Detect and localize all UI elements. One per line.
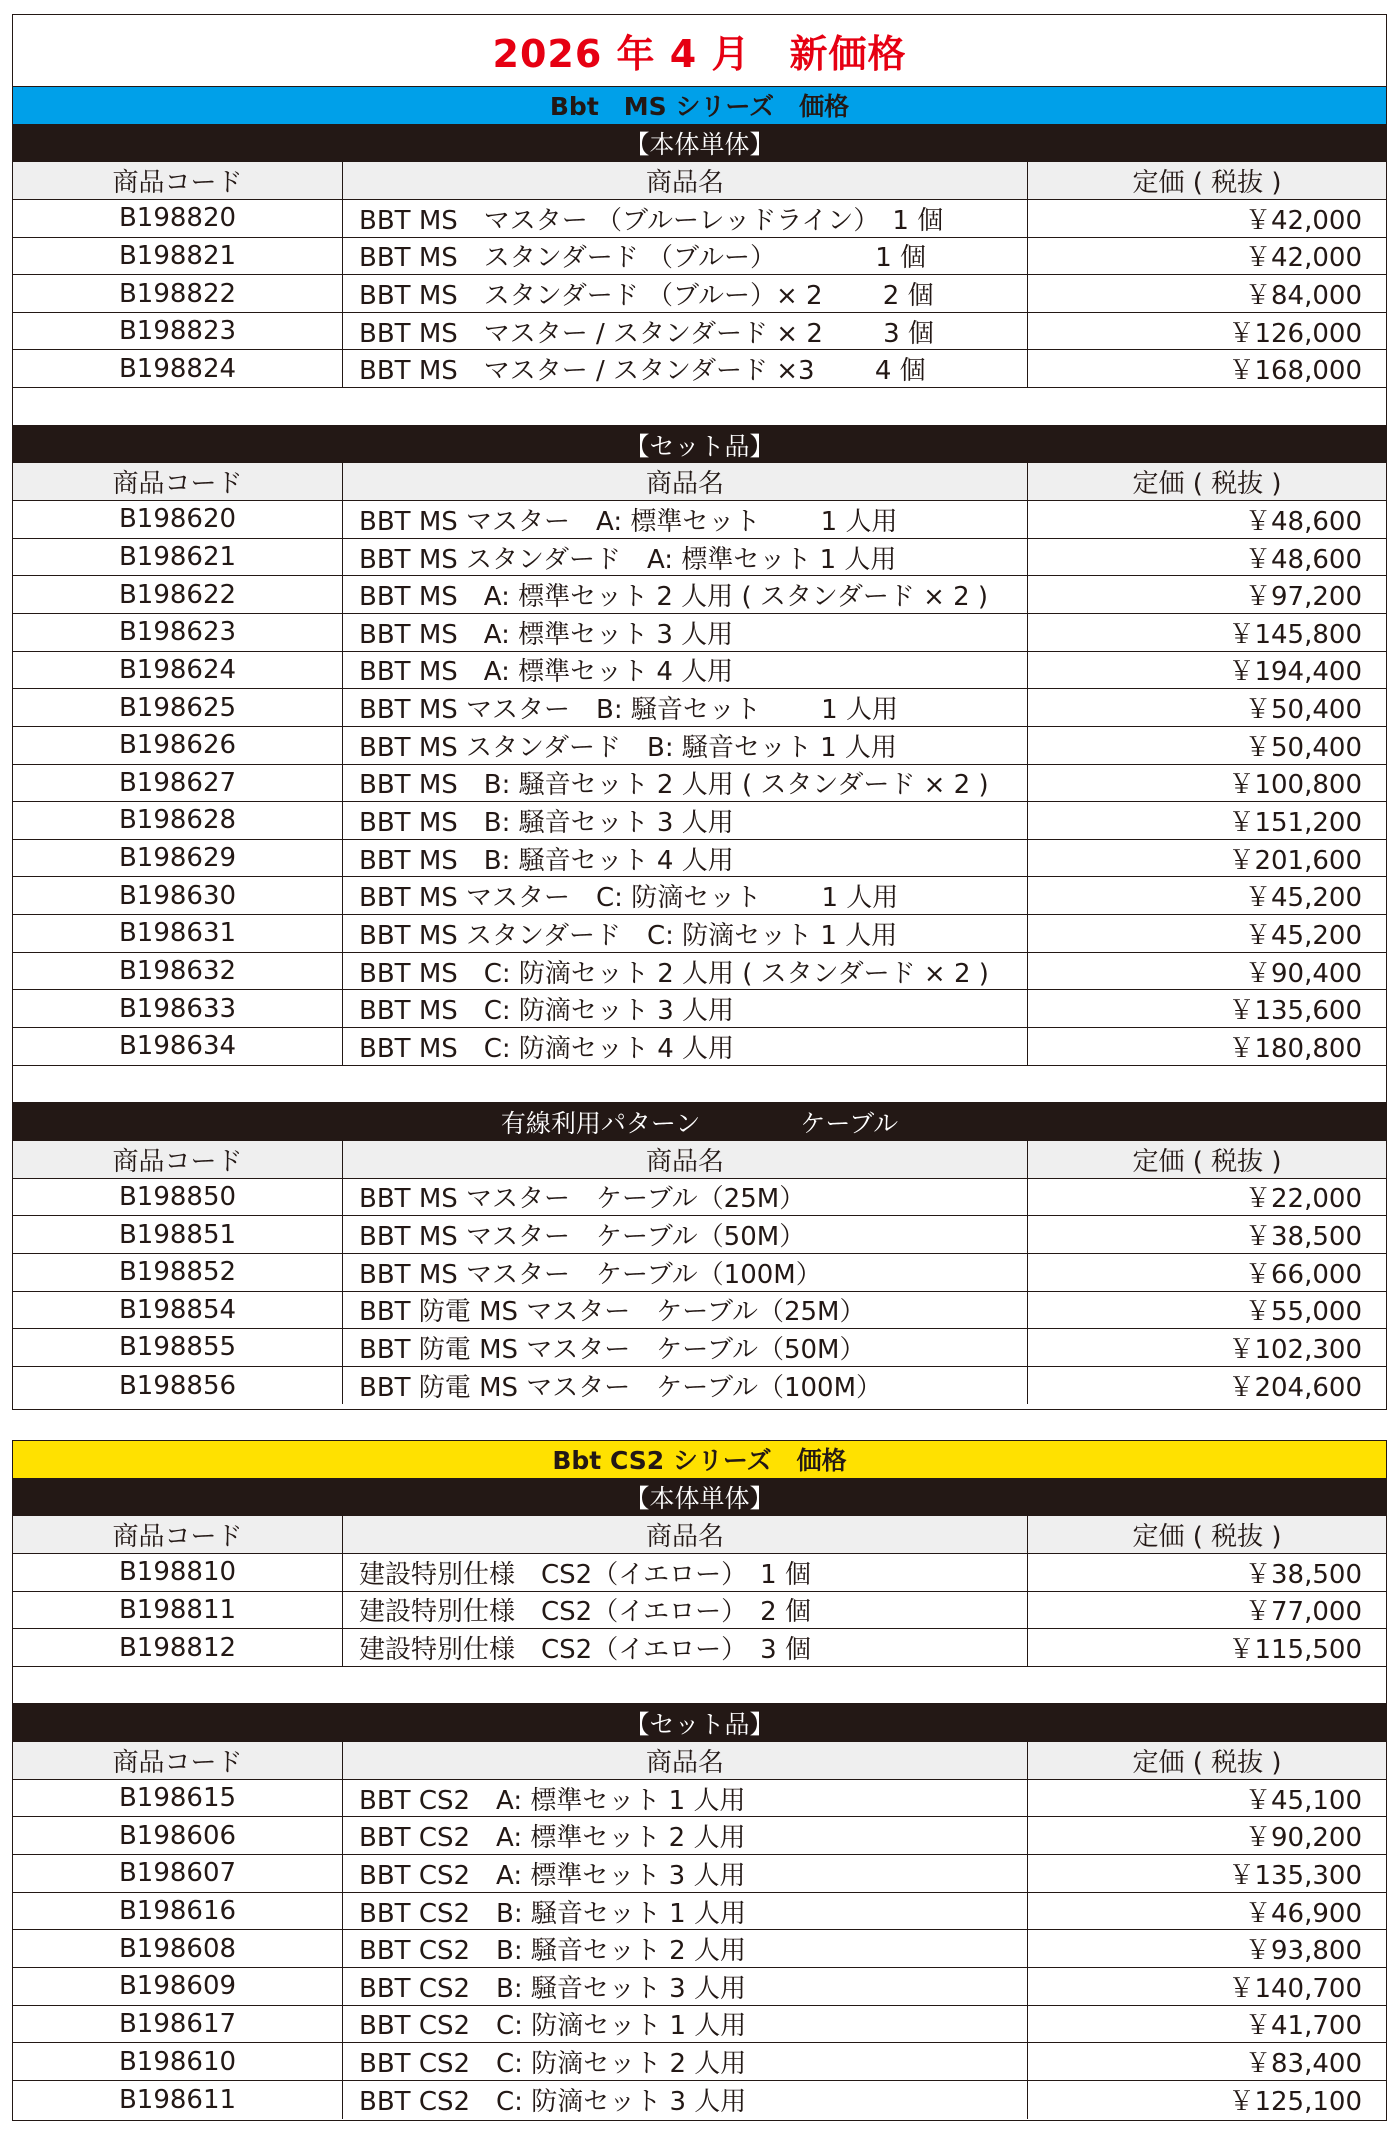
product-code: B198607: [13, 1855, 343, 1892]
table-row: [13, 1893, 1386, 1931]
table-row: [13, 1592, 1386, 1630]
product-name: BBT CS2 A: 標準セット 3 人用: [343, 1855, 1028, 1892]
product-name: BBT CS2 B: 騒音セット 1 人用: [343, 1893, 1028, 1930]
col-header-name: 商品名: [343, 463, 1028, 500]
product-code: B198812: [13, 1629, 343, 1666]
product-name: BBT MS C: 防滴セット 4 人用: [343, 1028, 1028, 1065]
product-code: B198850: [13, 1179, 343, 1216]
table-row: [13, 1930, 1386, 1968]
product-code: B198820: [13, 200, 343, 237]
section-header: 【本体単体】: [13, 125, 1386, 163]
product-name: 建設特別仕様 CS2（イエロー） 3 個: [343, 1629, 1028, 1666]
table-row: [13, 1968, 1386, 2006]
table-row: [13, 802, 1386, 840]
product-name: BBT MS スタンダード （ブルー） 1 個: [343, 238, 1028, 275]
product-code: B198632: [13, 953, 343, 990]
product-price: ￥145,800: [1228, 619, 1362, 650]
section-spacer: [13, 388, 1386, 426]
product-price: ￥38,500: [1245, 1222, 1362, 1253]
product-name: BBT MS C: 防滴セット 3 人用: [343, 990, 1028, 1027]
product-code: B198822: [13, 275, 343, 312]
product-price: ￥115,500: [1228, 1635, 1362, 1666]
product-price: ￥90,200: [1245, 1823, 1362, 1854]
product-code: B198627: [13, 765, 343, 802]
table-row: [13, 200, 1386, 238]
section-header: 【セット品】: [13, 1704, 1386, 1742]
product-price: ￥66,000: [1245, 1259, 1362, 1290]
product-name: BBT 防電 MS マスター ケーブル（100M）: [343, 1367, 1028, 1405]
product-code: B198634: [13, 1028, 343, 1065]
product-name: BBT MS スタンダード B: 騒音セット 1 人用: [343, 727, 1028, 764]
table-row: [13, 2006, 1386, 2044]
table-row: [13, 576, 1386, 614]
product-price: ￥38,500: [1245, 1559, 1362, 1590]
table-row: [13, 501, 1386, 539]
product-code: B198620: [13, 501, 343, 538]
section-header: 有線利用パターン ケーブル: [13, 1103, 1386, 1141]
table-row: [13, 275, 1386, 313]
ms-series-title: Bbt MS シリーズ 価格: [13, 87, 1386, 125]
product-price: ￥77,000: [1245, 1597, 1362, 1628]
product-name: BBT MS マスター ケーブル（50M）: [343, 1216, 1028, 1253]
product-price: ￥204,600: [1228, 1373, 1362, 1404]
product-code: B198621: [13, 539, 343, 576]
product-price: ￥168,000: [1228, 356, 1362, 387]
product-code: B198855: [13, 1329, 343, 1366]
table-row: [13, 1855, 1386, 1893]
product-price: ￥90,400: [1245, 958, 1362, 989]
product-price: ￥135,300: [1228, 1860, 1362, 1891]
table-row: [13, 2043, 1386, 2081]
col-header-price: 定価 ( 税抜 ): [1132, 1146, 1282, 1177]
col-header-name: 商品名: [343, 162, 1028, 199]
table-row: [13, 614, 1386, 652]
product-price: ￥97,200: [1245, 582, 1362, 613]
product-code: B198616: [13, 1893, 343, 1930]
product-code: B198622: [13, 576, 343, 613]
product-code: B198633: [13, 990, 343, 1027]
col-header-code: 商品コード: [13, 1742, 343, 1779]
product-price: ￥83,400: [1245, 2049, 1362, 2080]
table-row: [13, 1216, 1386, 1254]
cs2-series-block: [12, 1440, 1387, 2121]
table-row: [13, 238, 1386, 276]
product-price: ￥45,100: [1245, 1785, 1362, 1816]
product-code: B198626: [13, 727, 343, 764]
table-row: [13, 1028, 1386, 1066]
section-spacer: [13, 1667, 1386, 1705]
product-price: ￥126,000: [1228, 318, 1362, 349]
product-price: ￥93,800: [1245, 1936, 1362, 1967]
product-price: ￥201,600: [1228, 845, 1362, 876]
product-code: B198810: [13, 1554, 343, 1591]
section-spacer: [13, 1066, 1386, 1104]
product-price: ￥180,800: [1228, 1033, 1362, 1064]
product-price: ￥45,200: [1245, 920, 1362, 951]
product-name: BBT MS マスター A: 標準セット 1 人用: [343, 501, 1028, 538]
col-header-code: 商品コード: [13, 463, 343, 500]
product-code: B198609: [13, 1968, 343, 2005]
product-name: BBT MS C: 防滴セット 2 人用 ( スタンダード × 2 ): [343, 953, 1028, 990]
product-name: BBT MS A: 標準セット 2 人用 ( スタンダード × 2 ): [343, 576, 1028, 613]
product-code: B198631: [13, 915, 343, 952]
cs2-sections: [13, 1479, 1386, 2119]
table-row: [13, 1292, 1386, 1330]
table-row: [13, 990, 1386, 1028]
column-header-row: [13, 162, 1386, 200]
col-header-name: 商品名: [343, 1742, 1028, 1779]
product-code: B198628: [13, 802, 343, 839]
table-row: [13, 539, 1386, 577]
product-price: ￥102,300: [1228, 1334, 1362, 1365]
product-name: BBT MS A: 標準セット 3 人用: [343, 614, 1028, 651]
table-row: [13, 1817, 1386, 1855]
product-price: ￥194,400: [1228, 657, 1362, 688]
table-row: [13, 1629, 1386, 1667]
product-code: B198617: [13, 2006, 343, 2043]
product-price: ￥151,200: [1228, 808, 1362, 838]
table-row: [13, 1254, 1386, 1292]
product-name: BBT MS スタンダード C: 防滴セット 1 人用: [343, 915, 1028, 952]
product-code: B198624: [13, 652, 343, 689]
col-header-code: 商品コード: [13, 1516, 343, 1553]
table-row: [13, 840, 1386, 878]
product-name: BBT CS2 A: 標準セット 2 人用: [343, 1817, 1028, 1854]
product-name: BBT MS B: 騒音セット 4 人用: [343, 840, 1028, 877]
product-price: ￥45,200: [1245, 883, 1362, 914]
product-name: BBT MS マスター B: 騒音セット 1 人用: [343, 689, 1028, 726]
table-row: [13, 765, 1386, 803]
product-name: BBT CS2 C: 防滴セット 2 人用: [343, 2043, 1028, 2080]
product-code: B198851: [13, 1216, 343, 1253]
table-row: [13, 1179, 1386, 1217]
table-row: [13, 652, 1386, 690]
table-row: [13, 953, 1386, 991]
table-row: [13, 877, 1386, 915]
product-price: ￥125,100: [1228, 2087, 1362, 2118]
product-price: ￥84,000: [1245, 281, 1362, 312]
table-row: [13, 689, 1386, 727]
ms-series-block: [12, 14, 1387, 1410]
product-price: ￥41,700: [1245, 2011, 1362, 2042]
product-code: B198821: [13, 238, 343, 275]
col-header-price: 定価 ( 税抜 ): [1132, 168, 1282, 199]
product-name: BBT MS B: 騒音セット 2 人用 ( スタンダード × 2 ): [343, 765, 1028, 802]
product-code: B198630: [13, 877, 343, 914]
col-header-price: 定価 ( 税抜 ): [1132, 1747, 1282, 1778]
product-name: BBT MS スタンダード （ブルー）× 2 2 個: [343, 275, 1028, 312]
ms-sections: [13, 125, 1386, 1405]
table-row: [13, 1329, 1386, 1367]
product-name: BBT MS A: 標準セット 4 人用: [343, 652, 1028, 689]
product-price: ￥140,700: [1228, 1973, 1362, 2004]
product-price: ￥135,600: [1228, 996, 1362, 1027]
product-name: BBT CS2 B: 騒音セット 2 人用: [343, 1930, 1028, 1967]
column-header-row: [13, 1742, 1386, 1780]
product-code: B198856: [13, 1367, 343, 1405]
column-header-row: [13, 463, 1386, 501]
col-header-price: 定価 ( 税抜 ): [1132, 1522, 1282, 1553]
product-name: BBT CS2 C: 防滴セット 3 人用: [343, 2081, 1028, 2119]
product-code: B198610: [13, 2043, 343, 2080]
section-header: 【本体単体】: [13, 1479, 1386, 1517]
product-price: ￥48,600: [1245, 544, 1362, 575]
product-price: ￥50,400: [1245, 695, 1362, 726]
section-header: 【セット品】: [13, 426, 1386, 464]
product-name: BBT MS スタンダード A: 標準セット 1 人用: [343, 539, 1028, 576]
product-code: B198608: [13, 1930, 343, 1967]
product-code: B198811: [13, 1592, 343, 1629]
product-code: B198854: [13, 1292, 343, 1329]
product-price: ￥42,000: [1245, 243, 1362, 274]
page-title: 2026 年 4 月 新価格: [13, 15, 1386, 87]
product-price: ￥100,800: [1228, 770, 1362, 801]
cs2-series-title: Bbt CS2 シリーズ 価格: [13, 1441, 1386, 1479]
table-row: [13, 2081, 1386, 2119]
product-name: BBT MS B: 騒音セット 3 人用: [343, 802, 1028, 839]
product-code: B198623: [13, 614, 343, 651]
product-name: BBT MS マスター / スタンダード ×3 4 個: [343, 350, 1028, 387]
product-name: 建設特別仕様 CS2（イエロー） 1 個: [343, 1554, 1028, 1591]
product-name: BBT 防電 MS マスター ケーブル（50M）: [343, 1329, 1028, 1366]
product-price: ￥22,000: [1245, 1184, 1362, 1215]
product-name: BBT CS2 B: 騒音セット 3 人用: [343, 1968, 1028, 2005]
product-name: BBT MS マスター （ブルーレッドライン） 1 個: [343, 200, 1028, 237]
product-code: B198625: [13, 689, 343, 726]
product-name: BBT MS マスター C: 防滴セット 1 人用: [343, 877, 1028, 914]
product-price: ￥50,400: [1245, 732, 1362, 763]
product-code: B198615: [13, 1780, 343, 1817]
column-header-row: [13, 1141, 1386, 1179]
product-code: B198629: [13, 840, 343, 877]
col-header-price: 定価 ( 税抜 ): [1132, 469, 1282, 500]
product-price: ￥42,000: [1245, 205, 1362, 236]
col-header-name: 商品名: [343, 1141, 1028, 1178]
col-header-code: 商品コード: [13, 162, 343, 199]
product-code: B198611: [13, 2081, 343, 2119]
product-name: BBT CS2 C: 防滴セット 1 人用: [343, 2006, 1028, 2043]
product-code: B198824: [13, 350, 343, 387]
product-name: 建設特別仕様 CS2（イエロー） 2 個: [343, 1592, 1028, 1629]
col-header-code: 商品コード: [13, 1141, 343, 1178]
product-name: BBT 防電 MS マスター ケーブル（25M）: [343, 1292, 1028, 1329]
product-code: B198852: [13, 1254, 343, 1291]
table-row: [13, 915, 1386, 953]
product-price: ￥46,900: [1245, 1898, 1362, 1929]
product-code: B198823: [13, 313, 343, 350]
table-row: [13, 1367, 1386, 1405]
table-row: [13, 1554, 1386, 1592]
product-price: ￥55,000: [1245, 1297, 1362, 1328]
table-row: [13, 350, 1386, 388]
product-name: BBT MS マスター ケーブル（25M）: [343, 1179, 1028, 1216]
product-code: B198606: [13, 1817, 343, 1854]
product-name: BBT MS マスター / スタンダード × 2 3 個: [343, 313, 1028, 350]
col-header-name: 商品名: [343, 1516, 1028, 1553]
table-row: [13, 727, 1386, 765]
product-price: ￥48,600: [1245, 506, 1362, 537]
table-row: [13, 1780, 1386, 1818]
product-name: BBT MS マスター ケーブル（100M）: [343, 1254, 1028, 1291]
product-name: BBT CS2 A: 標準セット 1 人用: [343, 1780, 1028, 1817]
table-row: [13, 313, 1386, 351]
column-header-row: [13, 1516, 1386, 1554]
